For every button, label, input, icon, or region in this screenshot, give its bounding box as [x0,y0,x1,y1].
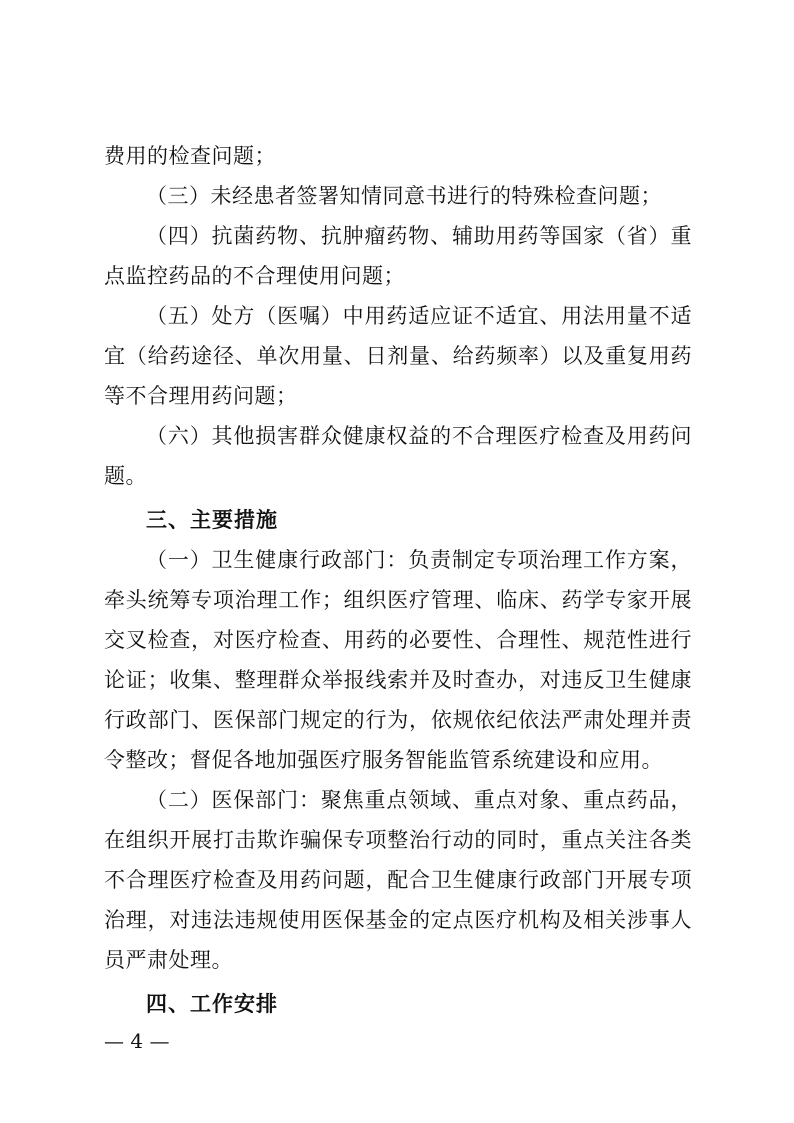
section-heading-3: 三、主要措施 [146,508,278,532]
list-item-5-line-3: 等不合理用药问题； [104,384,298,408]
section-heading-4: 四、工作安排 [146,992,278,1016]
list-item-4-line-1: （四）抗菌药物、抗肿瘤药物、辅助用药等国家（省）重 [146,224,692,248]
measure-1-line-4: 论证；收集、整理群众举报线索并及时查办，对违反卫生健康 [104,668,692,692]
page-number: — 4 — [104,1029,170,1053]
measure-2-line-5: 员严肃处理。 [104,948,233,972]
list-item-4-line-2: 点监控药品的不合理使用问题； [104,264,405,288]
list-item-3: （三）未经患者签署知情同意书进行的特殊检查问题； [146,184,662,208]
measure-1-line-2: 牵头统筹专项治理工作；组织医疗管理、临床、药学专家开展 [104,588,692,612]
measure-2-line-3: 不合理医疗检查及用药问题，配合卫生健康行政部门开展专项 [104,868,692,892]
measure-1-line-6: 令整改；督促各地加强医疗服务智能监管系统建设和应用。 [104,748,663,772]
list-item-6-line-2: 题。 [104,464,147,488]
list-item-5-line-2: 宜（给药途径、单次用量、日剂量、给药频率）以及重复用药 [104,344,692,368]
list-item-6-line-1: （六）其他损害群众健康权益的不合理医疗检查及用药问 [146,424,692,448]
text-line: 费用的检查问题； [104,144,276,168]
measure-1-line-3: 交叉检查，对医疗检查、用药的必要性、合理性、规范性进行 [104,628,692,652]
measure-1-line-1: （一）卫生健康行政部门：负责制定专项治理工作方案， [146,548,692,572]
measure-2-line-2: 在组织开展打击欺诈骗保专项整治行动的同时，重点关注各类 [104,828,692,852]
list-item-5-line-1: （五）处方（医嘱）中用药适应证不适宜、用法用量不适 [146,304,692,328]
measure-2-line-1: （二）医保部门：聚焦重点领域、重点对象、重点药品， [146,788,692,812]
measure-1-line-5: 行政部门、医保部门规定的行为，依规依纪依法严肃处理并责 [104,708,692,732]
measure-2-line-4: 治理，对违法违规使用医保基金的定点医疗机构及相关涉事人 [104,908,692,932]
